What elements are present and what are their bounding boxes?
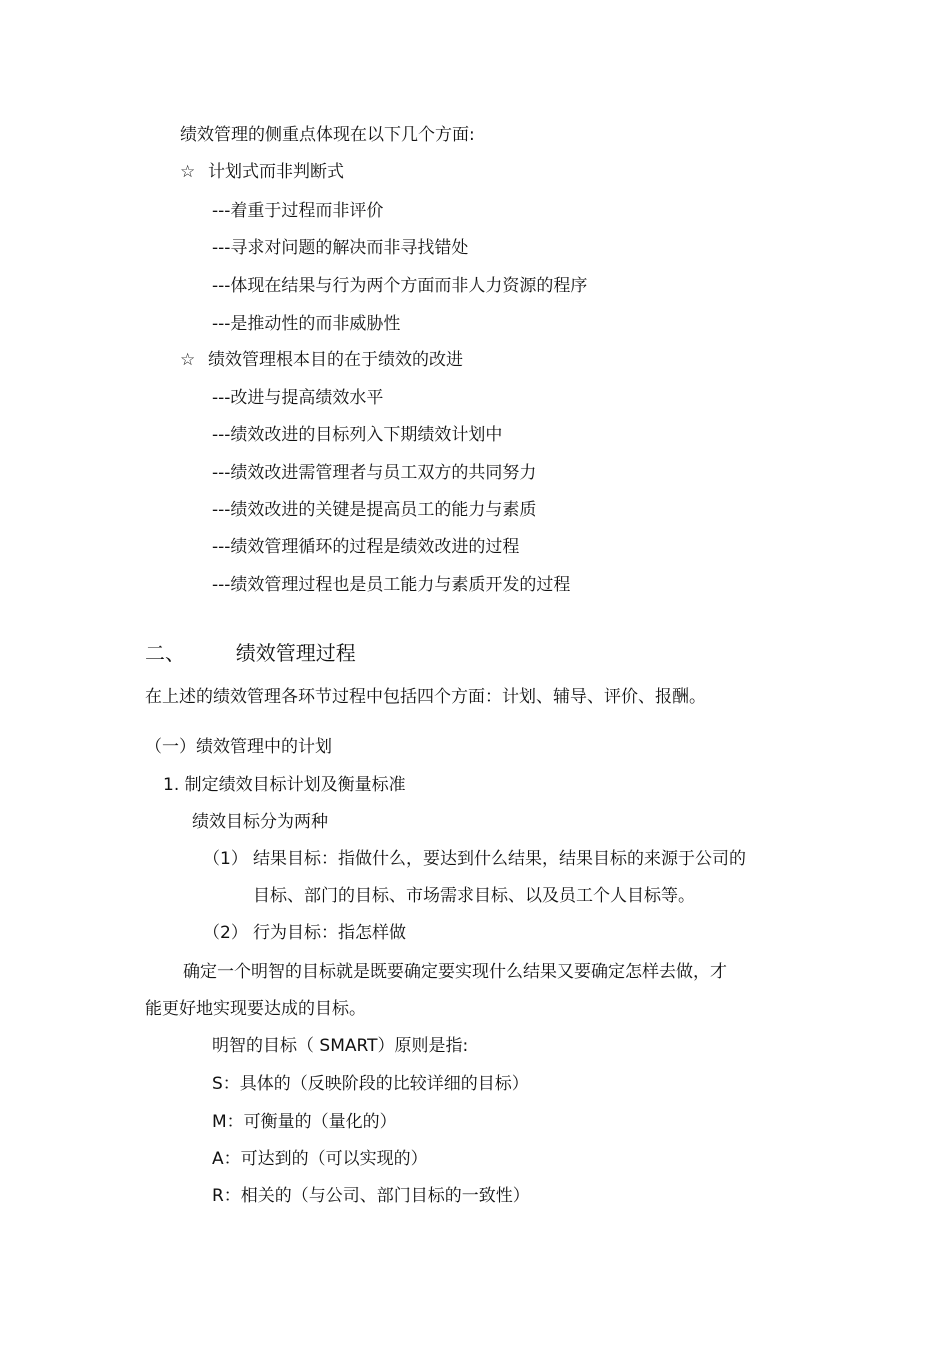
focus2-item: ---绩效管理过程也是员工能力与素质开发的过程 — [212, 575, 571, 595]
focus2-item: ---改进与提高绩效水平 — [212, 388, 384, 408]
smart-item: S：具体的（反映阶段的比较详细的目标） — [212, 1074, 529, 1094]
paragraph-line: 确定一个明智的目标就是既要确定要实现什么结果又要确定怎样去做，才 — [183, 962, 727, 982]
focus2-item: ---绩效改进的关键是提高员工的能力与素质 — [212, 500, 537, 520]
focus1-item: ---寻求对问题的解决而非寻找错处 — [212, 238, 469, 258]
goal1-line — [203, 848, 746, 870]
focus2-item: ---绩效改进的目标列入下期绩效计划中 — [212, 425, 503, 445]
intro-text: 绩效管理的侧重点体现在以下几个方面: — [180, 125, 475, 145]
smart-item: A：可达到的（可以实现的） — [212, 1149, 428, 1169]
focus2-item: ---绩效管理循环的过程是绩效改进的过程 — [212, 537, 520, 557]
focus2-item: ---绩效改进需管理者与员工双方的共同努力 — [212, 463, 537, 483]
subsection-heading: （一）绩效管理中的计划 — [145, 737, 332, 757]
star-icon: ☆ — [180, 162, 196, 182]
focus1-item: ---是推动性的而非威胁性 — [212, 314, 401, 334]
goal2-number: （2） — [203, 923, 248, 943]
goal-types-text: 绩效目标分为两种 — [192, 812, 328, 832]
goal2-line — [203, 922, 406, 944]
smart-intro: 明智的目标（ SMART）原则是指: — [212, 1036, 469, 1056]
step-heading: 1. 制定绩效目标计划及衡量标准 — [163, 775, 406, 795]
goal1-text: 结果目标：指做什么，要达到什么结果，结果目标的来源于公司的 — [253, 849, 746, 869]
focus1-item: ---着重于过程而非评价 — [212, 201, 384, 221]
section2-number: 二、 — [145, 641, 185, 665]
section2-summary: 在上述的绩效管理各环节过程中包括四个方面：计划、辅导、评价、报酬。 — [145, 687, 706, 707]
section2-heading — [145, 640, 356, 666]
paragraph-line: 能更好地实现要达成的目标。 — [145, 999, 366, 1019]
focus1-title: 计划式而非判断式 — [208, 162, 344, 182]
goal2-text: 行为目标：指怎样做 — [253, 923, 406, 943]
focus2-title: 绩效管理根本目的在于绩效的改进 — [208, 350, 463, 370]
focus1-item: ---体现在结果与行为两个方面而非人力资源的程序 — [212, 276, 588, 296]
smart-item: R：相关的（与公司、部门目标的一致性） — [212, 1186, 530, 1206]
section2-title: 绩效管理过程 — [235, 641, 356, 665]
goal1-number: （1） — [203, 849, 248, 869]
star-icon: ☆ — [180, 350, 196, 370]
focus2-heading — [180, 349, 463, 371]
focus1-heading — [180, 161, 344, 183]
goal1-continuation: 目标、部门的目标、市场需求目标、以及员工个人目标等。 — [253, 886, 695, 906]
smart-item: M：可衡量的（量化的） — [212, 1112, 397, 1132]
